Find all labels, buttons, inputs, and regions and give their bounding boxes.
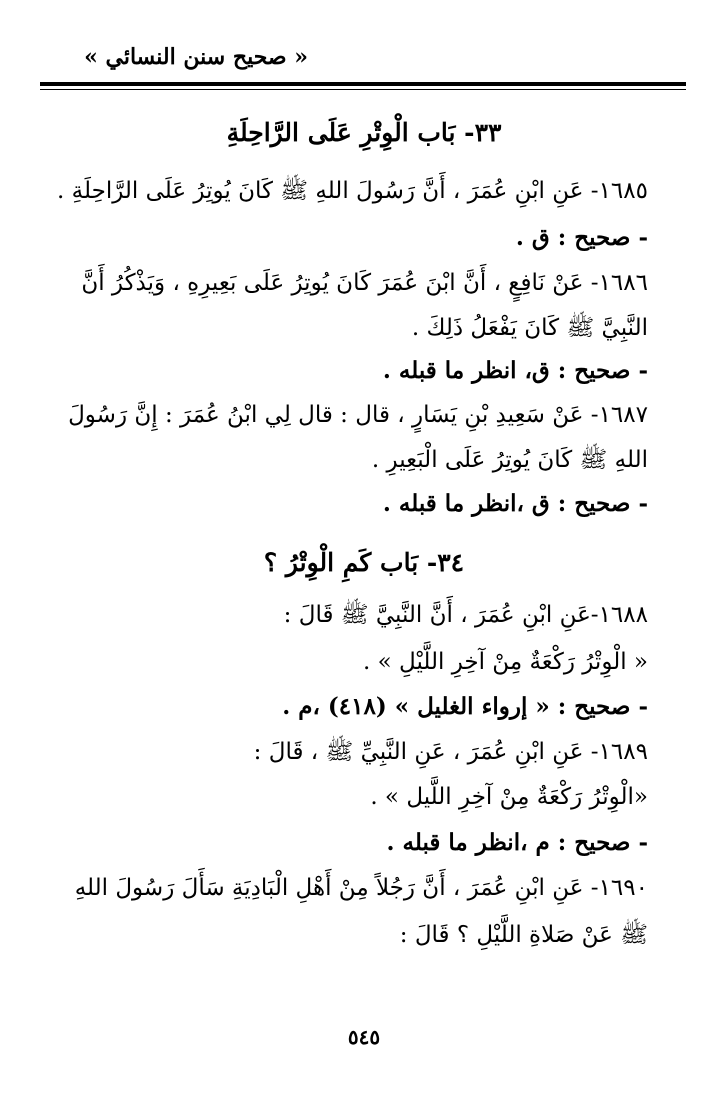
running-header-title: « صحيح سنن النسائي » — [84, 44, 308, 70]
hadith-1687-line-1: ١٦٨٧- عَنْ سَعِيدِ بْنِ يَسَارٍ ، قال : قال لِي ابْنُ عُمَرَ : إِنَّ رَسُولَ — [68, 402, 648, 428]
hadith-1688-line-1: ١٦٨٨-عَنِ ابْنِ عُمَرَ ، أَنَّ النَّبِيَّ ﷺ قَالَ : — [283, 602, 648, 628]
hadith-1686-line-1: ١٦٨٦- عَنْ نَافِعٍ ، أَنَّ ابْنَ عُمَرَ كَانَ يُوتِرُ عَلَى بَعِيرِهِ ، وَيَذْكُرُ أَنَّ — [81, 270, 648, 296]
hadith-1690-line-2: ﷺ عَنْ صَلاةِ اللَّيْلِ ؟ قَالَ : — [399, 922, 648, 948]
header-rule-thin — [40, 89, 686, 90]
hadith-1688-line-2: « الْوِتْرُ رَكْعَةٌ مِنْ آخِرِ اللَّيْلِ » . — [363, 649, 648, 675]
hadith-1687-line-2: اللهِ ﷺ كَانَ يُوتِرُ عَلَى الْبَعِيرِ . — [371, 447, 648, 473]
grading-1685: - صحيح : ق . — [515, 224, 648, 251]
grading-1686: - صحيح : ق، انظر ما قبله . — [382, 357, 648, 384]
grading-1688: - صحيح : « إرواء الغليل » (٤١٨) ،م . — [282, 693, 648, 720]
grading-1687: - صحيح : ق ،انظر ما قبله . — [382, 490, 648, 517]
page-number: ٥٤٥ — [347, 1025, 381, 1049]
hadith-1690-line-1: ١٦٩٠- عَنِ ابْنِ عُمَرَ ، أَنَّ رَجُلاً مِنْ أَهْلِ الْبَادِيَةِ سَأَلَ رَسُولَ اللهِ — [74, 875, 648, 901]
hadith-1685-line-1: ١٦٨٥- عَنِ ابْنِ عُمَرَ ، أَنَّ رَسُولَ اللهِ ﷺ كَانَ يُوتِرُ عَلَى الرَّاحِلَةِ . — [57, 178, 648, 204]
section-heading-33: ٣٣- بَاب الْوِتْرِ عَلَى الرَّاحِلَةِ — [226, 118, 502, 147]
hadith-1689-line-1: ١٦٨٩- عَنِ ابْنِ عُمَرَ ، عَنِ النَّبِيِّ ﷺ ، قَالَ : — [253, 739, 648, 765]
header-rule-thick — [40, 82, 686, 86]
hadith-1689-line-2: «الْوِتْرُ رَكْعَةٌ مِنْ آخِرِ اللَّيل » . — [370, 784, 648, 810]
grading-1689: - صحيح : م ،انظر ما قبله . — [386, 829, 648, 856]
section-heading-34: ٣٤- بَاب كَمِ الْوِتْرُ ؟ — [263, 548, 465, 577]
hadith-1686-line-2: النَّبِيَّ ﷺ كَانَ يَفْعَلُ ذَلِكَ . — [411, 315, 648, 341]
